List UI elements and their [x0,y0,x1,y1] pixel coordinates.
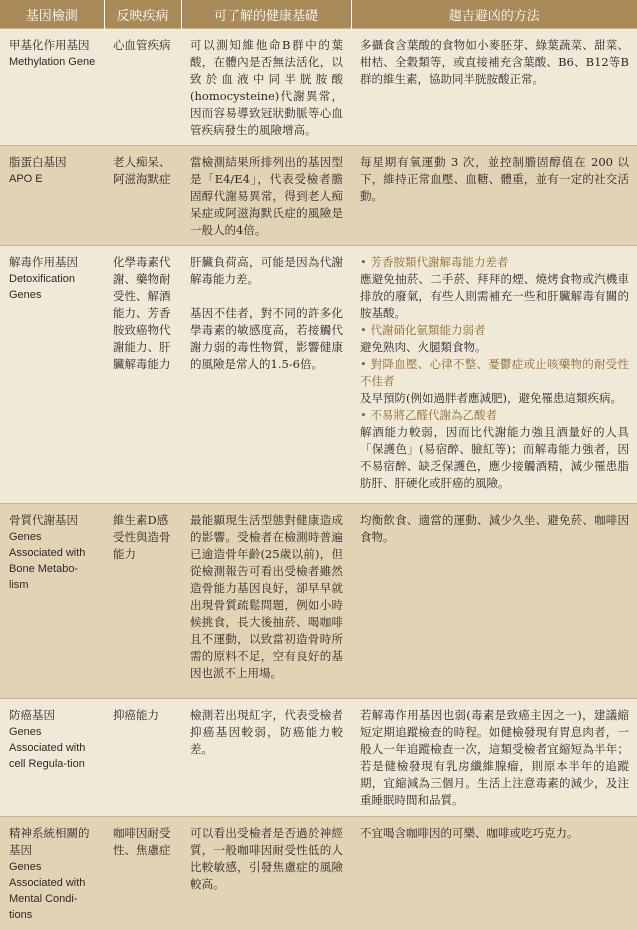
health-cell: 最能顯現生活型態對健康造成的影響。受檢者在檢測時普遍已逾造骨年齡(25歲以前)，但從檢測報告可看出受檢者雖然造骨能力基因良好，卻早早就出現骨質疏鬆問題，例如小時候挑食，長大後抽菸、喝咖啡且不運動，以致當初造骨時所需的原料不足，空有良好的基因也派不上用場。 [181,504,351,699]
method-bullet-heading: • 代謝硝化氨類能力弱者 [360,322,629,339]
gene-name-en: APO E [9,171,96,187]
gene-name-zh: 精神系統相關的基因 [9,825,96,859]
method-cell: 均衡飲食、適當的運動、減少久坐、避免菸、咖啡因食物。 [351,504,637,699]
method-bullet-text: 及早預防(例如過胖者應減肥)，避免罹患這類疾病。 [360,390,629,407]
header-disease: 反映疾病 [104,0,181,29]
gene-name-zh: 解毒作用基因 [9,254,96,271]
gene-name-en: Detoxification Genes [9,271,96,303]
table-row [0,29,637,146]
method-bullet-text: 應避免抽菸、二手菸、拜拜的煙、燒烤食物或汽機車排放的廢氣，有些人則需補充一些和肝臟解毒有關的胺基酸。 [360,271,629,322]
health-cell: 可以測知維他命B群中的葉酸，在體內是否無法活化，以致於血液中同半胱胺酸(homocysteine)代謝異常，因而容易導致冠狀動脈等心血管疾病發生的風險增高。 [181,29,351,146]
method-bullet-text: 避免熟肉、火腿類食物。 [360,339,629,356]
health-paragraph: 基因不佳者，對不同的許多化學毒素的敏感度高，若接觸代謝力弱的毒性物質，影響健康的風險是常人的1.5-6倍。 [190,305,343,373]
gene-cell [0,146,104,246]
gene-cell [0,246,104,504]
method-bullet-text: 解酒能力較弱，因而比代謝能力強且酒量好的人具「保護色」(易宿醉、臉紅等)；而解毒能力強者，因不易宿醉、缺乏保護色，應少接觸酒精，減少罹患脂肪肝、肝硬化或肝癌的風險。 [360,424,629,492]
table-row [0,146,637,246]
gene-cell [0,29,104,146]
table-row [0,504,637,699]
health-cell: 當檢測結果所排列出的基因型是「E4/E4」，代表受檢者膽固醇代謝易異常，得到老人痴呆症或阿滋海默氏症的風險是一般人的4倍。 [181,146,351,246]
gene-cell [0,504,104,699]
gene-name-en: Genes Associated with Bone Metabo-lism [9,529,96,593]
gene-cell [0,817,104,929]
method-cell: 不宜喝含咖啡因的可樂、咖啡或吃巧克力。 [351,817,637,929]
gene-cell [0,699,104,817]
method-bullet-heading: • 不易將乙醛代謝為乙酸者 [360,407,629,424]
method-bullet-heading: • 對降血壓、心律不整、憂鬱症或止咳藥物的耐受性不佳者 [360,356,629,390]
method-cell [351,246,637,504]
health-cell: 檢測若出現紅字，代表受檢者抑癌基因較弱，防癌能力較差。 [181,699,351,817]
table-row [0,246,637,504]
gene-name-en: Methylation Gene [9,54,96,70]
table-row [0,699,637,817]
gene-name-zh: 防癌基因 [9,707,96,724]
gene-name-zh: 甲基化作用基因 [9,37,96,54]
gene-name-zh: 脂蛋白基因 [9,154,96,171]
health-cell [181,246,351,504]
disease-cell: 化學毒素代謝、藥物耐受性、解酒能力、芳香胺致癌物代謝能力、肝臟解毒能力 [104,246,181,504]
method-bullet-heading: • 芳香胺類代謝解毒能力差者 [360,254,629,271]
table-row [0,817,637,929]
health-cell: 可以看出受檢者是否過於神經質，一般咖啡因耐受性低的人比較敏感，引發焦慮症的風險較高。 [181,817,351,929]
header-gene-test: 基因檢測 [0,0,104,29]
header-method: 趨吉避凶的方法 [351,0,637,29]
gene-name-en: Genes Associated with Mental Condi-tions [9,859,96,923]
disease-cell: 維生素D感受性與造骨能力 [104,504,181,699]
disease-cell: 心血管疾病 [104,29,181,146]
header-health-basis: 可了解的健康基礎 [181,0,351,29]
gene-name-en: Genes Associated with cell Regula-tion [9,724,96,772]
disease-cell: 咖啡因耐受性、焦慮症 [104,817,181,929]
method-cell: 多攝食含葉酸的食物如小麥胚芽、綠葉蔬菜、甜菜、柑桔、全穀類等，或直接補充含葉酸、B6、B12等B群的維生素，協助同半胱胺酸正常。 [351,29,637,146]
method-cell: 若解毒作用基因也弱(毒素是致癌主因之一)，建議縮短定期追蹤檢查的時程。如健檢發現有胃息肉者，一般人一年追蹤檢查一次，這類受檢者宜縮短為半年；若是健檢發現有乳房纖維腺瘤，則原本半年的追蹤期，宜縮減為三個月。生活上注意毒素的減少，及注重睡眠時間和品質。 [351,699,637,817]
gene-name-zh: 骨質代謝基因 [9,512,96,529]
table-header-row [0,0,637,29]
disease-cell: 抑癌能力 [104,699,181,817]
method-cell: 每星期有氧運動 3 次，並控制膽固醇值在 200 以下，維持正常血壓、血糖、體重，並有一定的社交活動。 [351,146,637,246]
disease-cell: 老人痴呆、阿滋海默症 [104,146,181,246]
health-paragraph: 肝臟負荷高，可能是因為代謝解毒能力差。 [190,254,343,288]
